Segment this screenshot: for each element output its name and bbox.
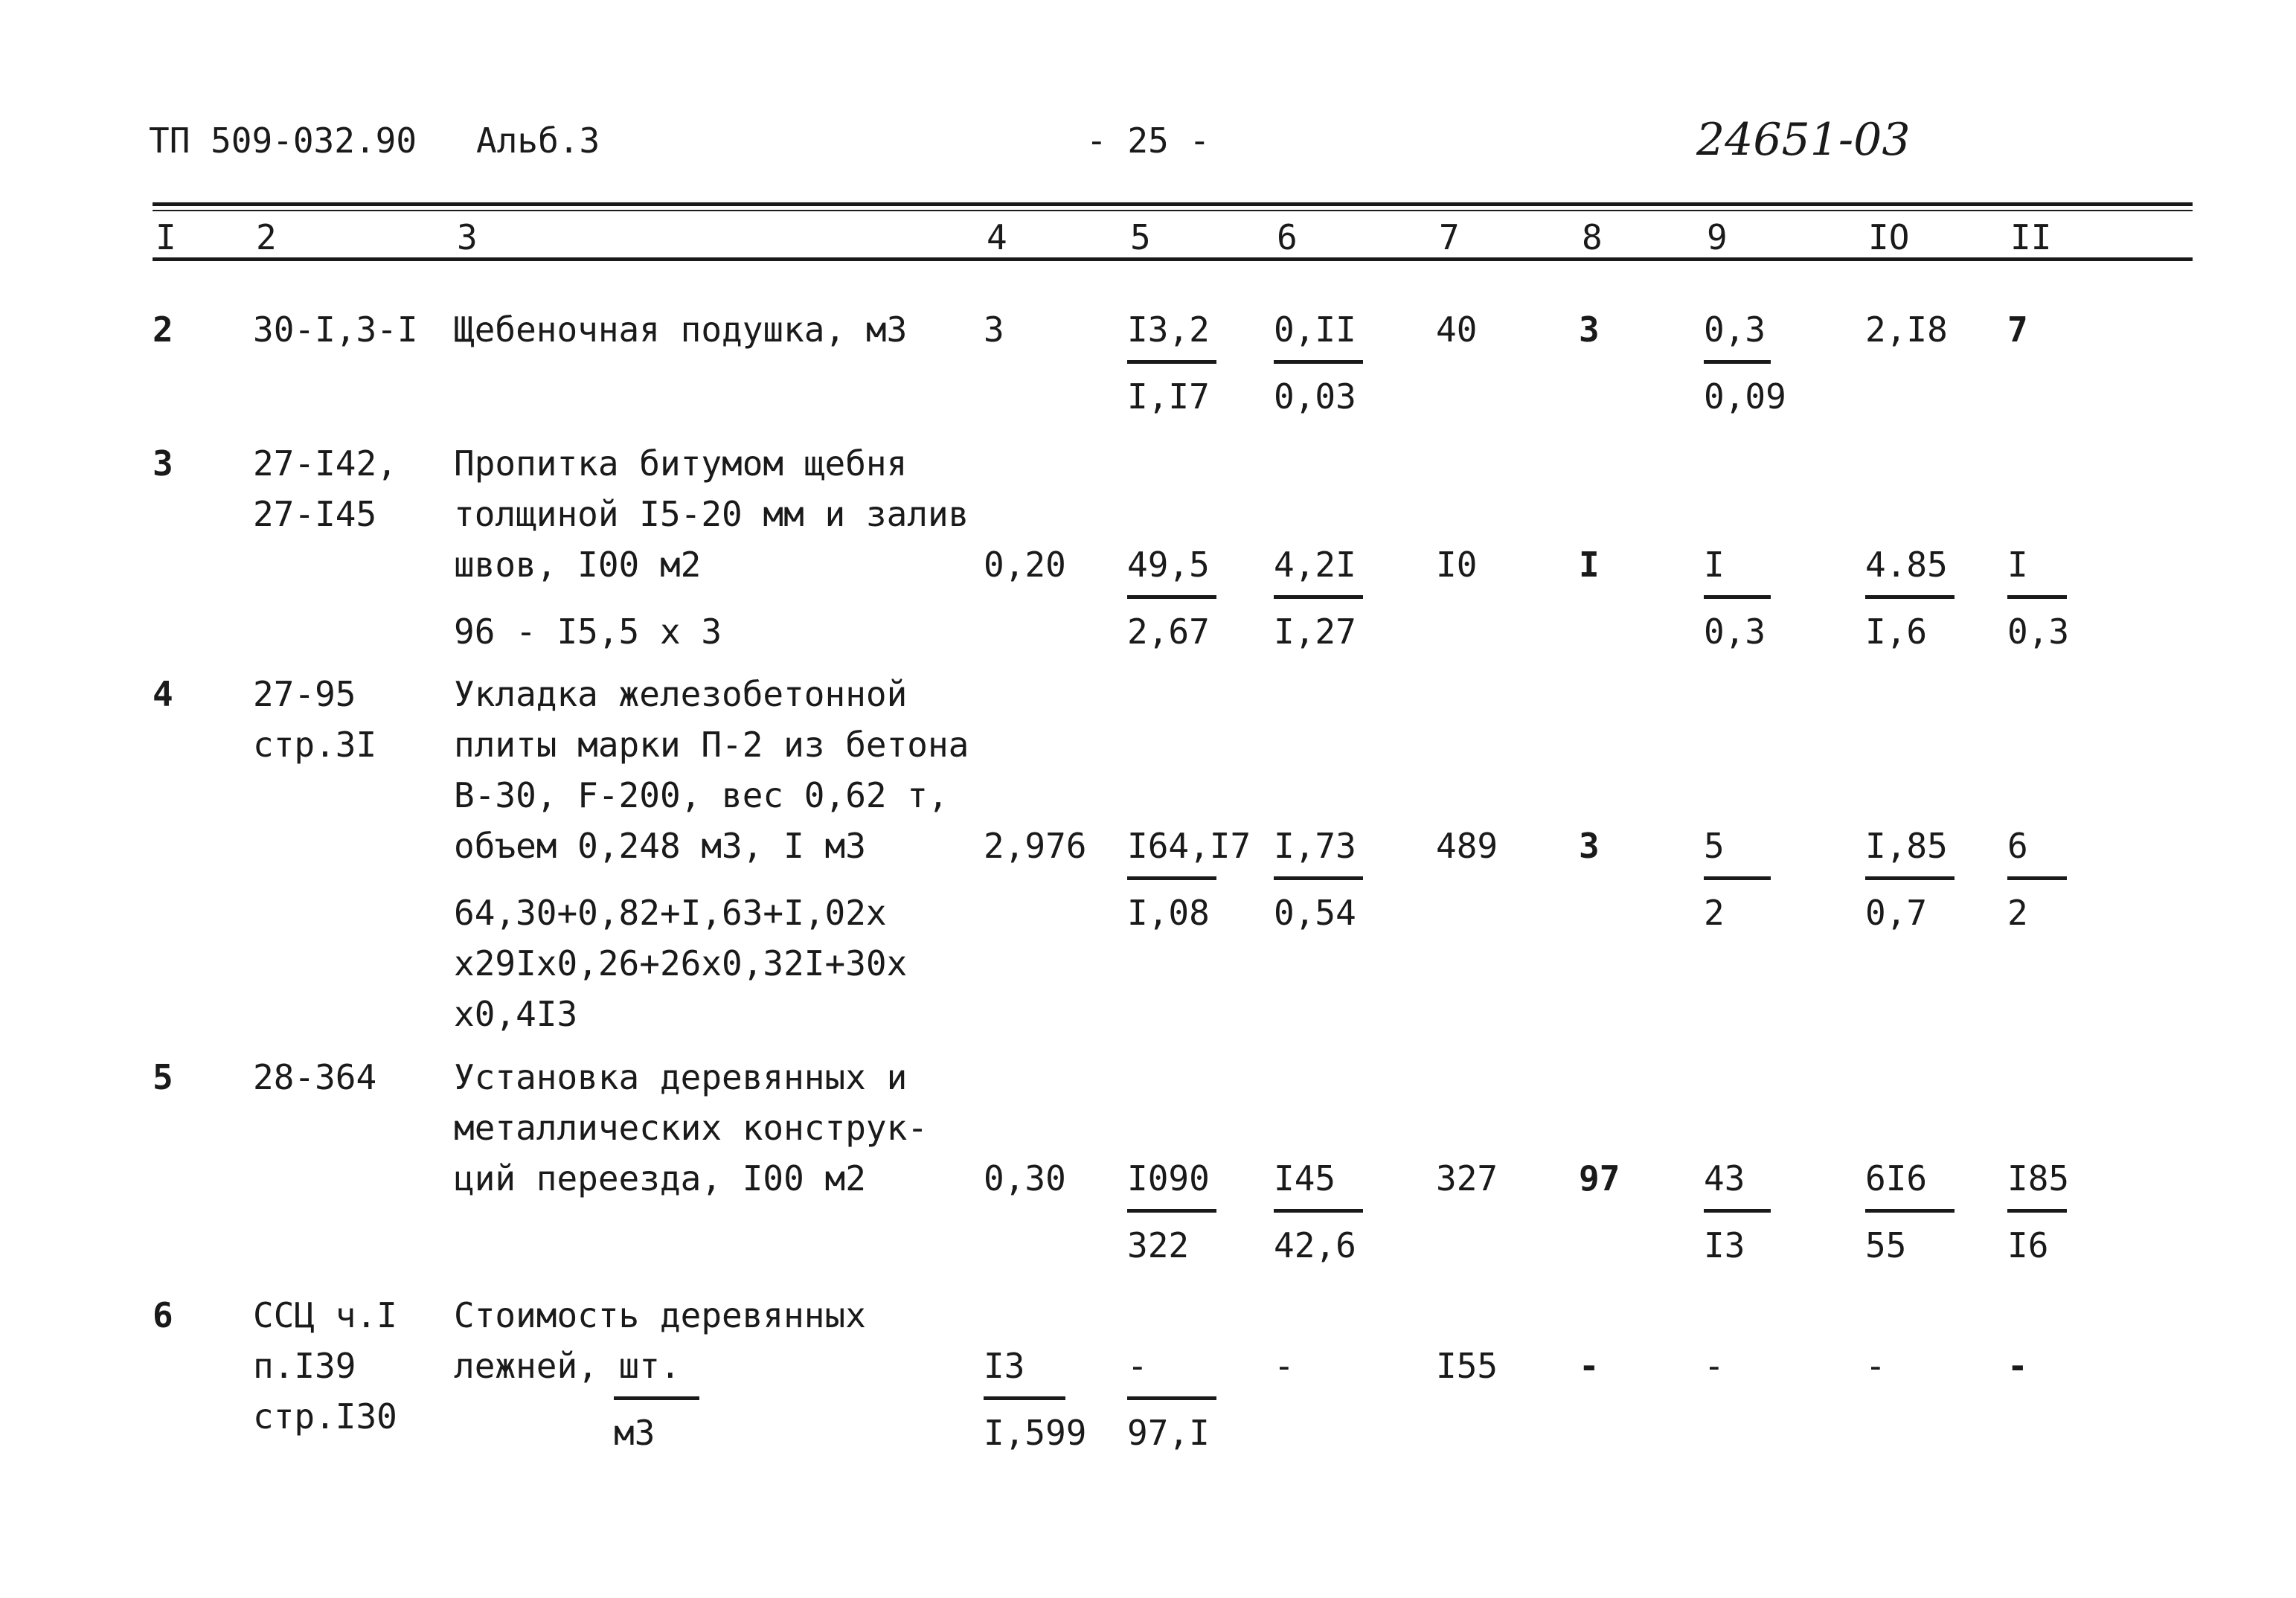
row-number: 6 [153,1295,173,1335]
cell-col-6: - [1274,1346,1295,1386]
cell-col-6-numerator: I,73 [1274,826,1356,866]
cell-col-8: - [1579,1346,1600,1386]
column-header-5: 5 [1130,217,1151,257]
work-description: Установка деревянных и [454,1057,908,1097]
cell-col-5-numerator: 49,5 [1127,545,1210,585]
cell-col-10: 2,I8 [1865,309,1948,350]
cell-col-9-numerator: 5 [1704,826,1725,866]
cell-col-11-denominator: I6 [2007,1225,2049,1265]
cell-col-9-denominator: 2 [1704,893,1725,933]
cell-col-11-numerator: I [2007,545,2028,585]
cell-col-8: I [1579,545,1600,585]
work-description: ций переезда, I00 м2 [454,1158,866,1198]
norm-code: 27-I42, [253,443,397,484]
norm-code: 27-I45 [253,494,377,534]
cell-col-6-numerator: 0,II [1274,309,1356,350]
work-description: В-30, F-200, вес 0,62 т, [454,775,949,815]
cell-col-6-denominator: 0,54 [1274,893,1356,933]
header-rule-top-thin [153,210,2193,211]
column-header-2: 2 [256,217,277,257]
work-description: плиты марки П-2 из бетона [454,725,969,765]
cell-col-6-bar [1274,595,1363,599]
cell-col-9-denominator: 0,09 [1704,376,1786,417]
doc-code: ТП 509-032.90 [149,121,417,161]
cell-col-5-denominator: 2,67 [1127,612,1210,652]
column-header-6: 6 [1277,217,1298,257]
cell-col-11-bar [2007,876,2067,880]
column-header-9: 9 [1707,217,1728,257]
cell-col-8: 3 [1579,309,1600,350]
cell-col-9: - [1704,1346,1725,1386]
cell-col-5-numerator: I090 [1127,1158,1210,1198]
norm-code: стр.3I [253,725,377,765]
row-number: 2 [153,309,173,350]
cell-col-6-bar [1274,360,1363,364]
cell-col-11-denominator: 2 [2007,893,2028,933]
unit-denominator: м3 [614,1413,655,1453]
cell-col-6-bar [1274,876,1363,880]
unit-fraction-bar [614,1396,699,1400]
cell-col-7: 40 [1436,309,1478,350]
cell-col-11-bar [2007,1209,2067,1213]
cell-col-11-bar [2007,595,2067,599]
cell-col-8: 97 [1579,1158,1620,1198]
cell-col-11-numerator: 6 [2007,826,2028,866]
norm-code: 30-I,3-I [253,309,418,350]
work-description: швов, I00 м2 [454,545,702,585]
cell-col-7: 489 [1436,826,1498,866]
row-number: 5 [153,1057,173,1097]
cell-col-5-bar [1127,595,1216,599]
album-label: Альб.3 [476,121,600,161]
norm-code: 27-95 [253,674,356,714]
cell-col-4: 2,976 [984,826,1087,866]
work-description: толщиной I5-20 мм и залив [454,494,969,534]
cell-col-5-bar [1127,1209,1216,1213]
work-description: Щебеночная подушка, м3 [454,309,908,350]
cell-col-8: 3 [1579,826,1600,866]
work-description: металлических конструк- [454,1108,928,1148]
cell-col-5-denominator: I,I7 [1127,376,1210,417]
work-description: объем 0,248 м3, I м3 [454,826,866,866]
cell-col-5-denominator: I,08 [1127,893,1210,933]
cell-col-5-denominator: 322 [1127,1225,1190,1265]
cell-col-10: - [1865,1346,1886,1386]
page-number: - 25 - [1086,121,1210,161]
cell-col-4-numerator: I3 [984,1346,1025,1386]
cell-col-11-numerator: I85 [2007,1158,2070,1198]
norm-code: стр.I30 [253,1396,397,1437]
cell-col-5-bar [1127,876,1216,880]
cell-col-11: 7 [2007,309,2028,350]
cell-col-11: - [2007,1346,2028,1386]
cell-col-7: I0 [1436,545,1478,585]
calc-formula: x29Ix0,26+26x0,32I+30x [454,943,908,983]
cell-col-10-denominator: 55 [1865,1225,1907,1265]
cell-col-10-denominator: 0,7 [1865,893,1928,933]
calc-formula: 64,30+0,82+I,63+I,02x [454,893,887,933]
cell-col-5-numerator: - [1127,1346,1148,1386]
cell-col-10-bar [1865,876,1955,880]
cell-col-10-bar [1865,1209,1955,1213]
work-description: Пропитка битумом щебня [454,443,908,484]
cell-col-9-numerator: 0,3 [1704,309,1766,350]
cell-col-6-denominator: 42,6 [1274,1225,1356,1265]
column-header-10: IO [1868,217,1910,257]
cell-col-9-numerator: 43 [1704,1158,1745,1198]
cell-col-4: 0,30 [984,1158,1066,1198]
cell-col-9-bar [1704,360,1771,364]
cell-col-4-denominator: I,599 [984,1413,1087,1453]
cell-col-4: 0,20 [984,545,1066,585]
calc-formula: 96 - I5,5 x 3 [454,612,722,652]
row-number: 3 [153,443,173,484]
cell-col-5-bar [1127,360,1216,364]
cell-col-4: 3 [984,309,1004,350]
header-rule-bottom [153,257,2193,261]
cell-col-4-bar [984,1396,1065,1400]
cell-col-6-denominator: 0,03 [1274,376,1356,417]
cell-col-10-numerator: I,85 [1865,826,1948,866]
cell-col-7: I55 [1436,1346,1498,1386]
header-rule-top [153,202,2193,206]
cell-col-10-bar [1865,595,1955,599]
cell-col-5-bar [1127,1396,1216,1400]
work-description: Укладка железобетонной [454,674,908,714]
column-header-1: I [155,217,176,257]
cell-col-7: 327 [1436,1158,1498,1198]
cell-col-9-bar [1704,595,1771,599]
column-header-11: II [2010,217,2052,257]
cell-col-9-denominator: I3 [1704,1225,1745,1265]
cell-col-10-denominator: I,6 [1865,612,1928,652]
cell-col-6-numerator: 4,2I [1274,545,1356,585]
calc-formula: x0,4I3 [454,994,578,1034]
cell-col-9-bar [1704,876,1771,880]
cell-col-6-denominator: I,27 [1274,612,1356,652]
cell-col-9-denominator: 0,3 [1704,612,1766,652]
cell-col-6-bar [1274,1209,1363,1213]
cell-col-5-numerator: I64,I7 [1127,826,1251,866]
work-description: Стоимость деревянных [454,1295,866,1335]
norm-code: п.I39 [253,1346,356,1386]
row-number: 4 [153,674,173,714]
cell-col-5-denominator: 97,I [1127,1413,1210,1453]
cell-col-10-numerator: 6I6 [1865,1158,1928,1198]
cell-col-10-numerator: 4.85 [1865,545,1948,585]
project-number: 24651-03 [1696,114,1911,166]
cell-col-6-numerator: I45 [1274,1158,1336,1198]
cell-col-5-numerator: I3,2 [1127,309,1210,350]
column-header-8: 8 [1582,217,1603,257]
cell-col-9-bar [1704,1209,1771,1213]
cell-col-11-denominator: 0,3 [2007,612,2070,652]
work-description: лежней, шт. [454,1346,681,1386]
column-header-3: 3 [457,217,478,257]
norm-code: ССЦ ч.I [253,1295,397,1335]
norm-code: 28-364 [253,1057,377,1097]
cell-col-9-numerator: I [1704,545,1725,585]
column-header-7: 7 [1439,217,1460,257]
column-header-4: 4 [987,217,1007,257]
